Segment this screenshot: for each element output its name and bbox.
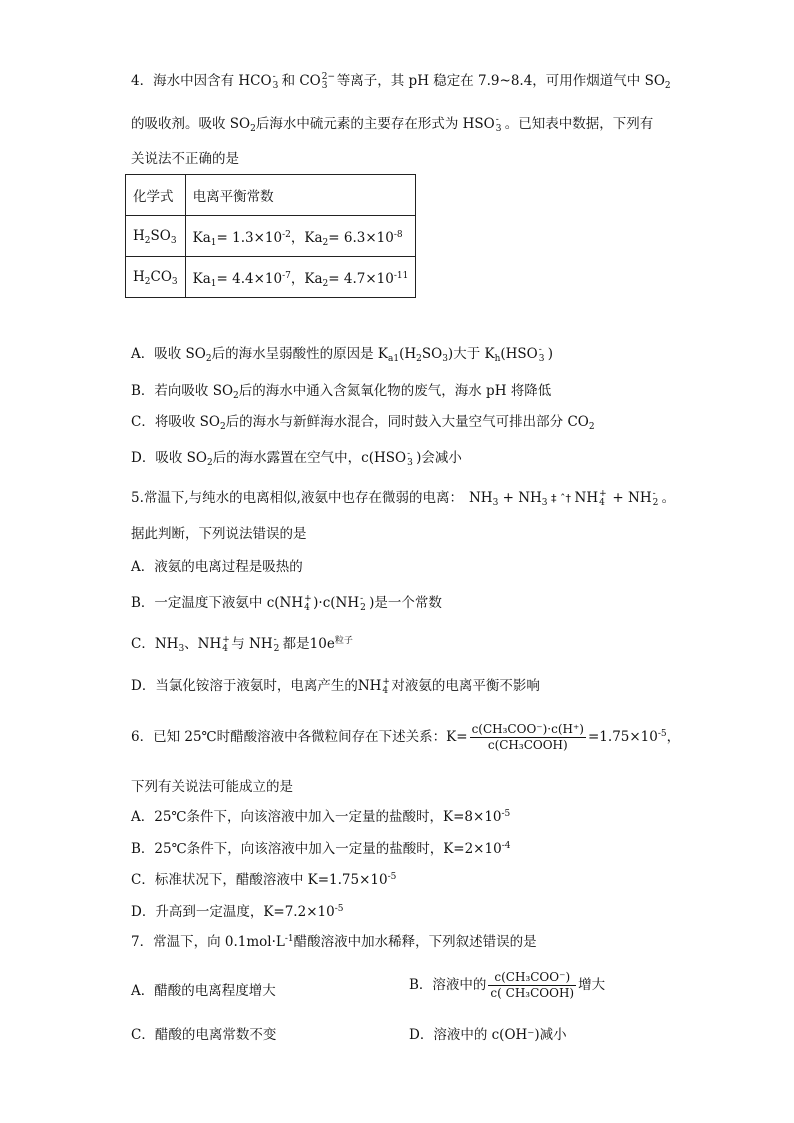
hso3-charge: - 3: [495, 114, 502, 134]
q4-option-c: C．将吸收 $SO_2$后的海水与新鲜海水混合，同时鼓入大量空气可排出部分 $CO_2$: [131, 414, 595, 432]
ionization-constant-table: [125, 174, 416, 298]
q7-option-a: A．醋酸的电离程度增大: [131, 983, 276, 999]
q7-option-c: C．醋酸的电离常数不变: [131, 1027, 277, 1043]
q5-option-d: D．当氯化铵溶于液氨时，电离产生的NH + 4 对液氨的电离平衡不影响: [131, 676, 540, 696]
q6-option-a: A．25℃条件下，向该溶液中加入一定量的盐酸时，$K=8\times 10^{-5}$: [131, 809, 511, 825]
ratio-fraction: $\frac{\text{c(CH₃COO⁻)}}{\text{c( CH₃COOH)}}$: [490, 970, 575, 1000]
q5-option-b: B．一定温度下液氨中 c(NH + 4 )·c(NH - 2 )是一个常数: [131, 593, 442, 613]
q5-line1: 5.常温下,与纯水的电离相似,液氨中也存在微弱的电离： $NH_3 + NH_3$ ‡ ˆ† NH + 4 + NH - 2 。: [131, 488, 676, 508]
table-header-constant: 电离平衡常数: [185, 175, 416, 216]
q7-option-d: D．溶液中的 c(OH⁻)减小: [409, 1027, 567, 1043]
q5-option-c: C．$NH_3$、NH + 4 与 NH - 2 都是$10e^{粒子}$: [131, 634, 353, 654]
hco3-charge: - 3: [272, 71, 279, 91]
table-cell-formula: $H_2SO_3$: [126, 216, 186, 257]
q5-line2: 据此判断，下列说法错误的是: [131, 526, 307, 542]
table-cell-constant: $Ka_1= 4.4\times 10^{-7}$，$Ka_2= 4.7\times 10^{-11}$: [185, 257, 416, 298]
q7-line1: 7．常温下，向 $0.1mol\cdot L^{-1}$醋酸溶液中加水稀释，下列叙述错误的是: [131, 934, 537, 950]
co3-charge: 2− 3: [321, 71, 336, 91]
q4-line1: [131, 72, 671, 91]
q5-option-a: A．液氨的电离过程是吸热的: [131, 559, 303, 575]
q4-text: 。已知表中数据，下列有: [504, 116, 654, 132]
q4-text: 等离子，其 pH 稳定在 7.9~8.4，可用作烟道气中 SO: [336, 73, 665, 89]
q4-text: 的吸收剂。吸收 SO: [131, 116, 251, 132]
table-row: [126, 216, 416, 257]
subscript: 2: [250, 124, 256, 134]
q6-option-d: D．升高到一定温度，$K=7.2\times 10^{-5}$: [131, 904, 344, 920]
q6-option-b: B．25℃条件下，向该溶液中加入一定量的盐酸时，$K=2\times 10^{-4}$: [131, 841, 511, 857]
table-cell-constant: $Ka_1= 1.3\times 10^{-2}$，$Ka_2= 6.3\times 10^{-8}$: [185, 216, 416, 257]
table-cell-formula: $H_2CO_3$: [126, 257, 186, 298]
subscript: 2: [664, 81, 671, 91]
q4-text: 后海水中硫元素的主要存在形式为 HSO: [255, 116, 495, 132]
q6-option-c: C．标准状况下，醋酸溶液中 $K=1.75\times 10^{-5}$: [131, 872, 397, 888]
q4-text: 和 CO: [281, 73, 321, 89]
q4-line2: [131, 115, 653, 134]
q4-option-a: A．吸收 $SO_2$后的海水呈弱酸性的原因是 $K_{a1}(H_2SO_3)$大于 $K_h(HSO$ - 3 ): [131, 344, 554, 364]
q7-option-b: B．溶液中的 $\frac{\text{c(CH₃COO⁻)}}{\text{c( CH₃COOH)}}$ 增大: [409, 970, 606, 1000]
q4-option-d: D．吸收 $SO_2$后的海水露置在空气中，c(HSO - 3 )会减小: [131, 448, 462, 468]
equilibrium-fraction: $\frac{\text{c(CH₃COO⁻)·c(H⁺)}}{\text{c(CH₃COOH)}}$: [471, 722, 584, 752]
q4-text: 4．海水中因含有 HCO: [131, 73, 272, 89]
table-header-row: [126, 175, 416, 216]
table-row: [126, 257, 416, 298]
q4-option-b: B．若向吸收 $SO_2$后的海水中通入含氮氧化物的废气，海水 pH 将降低: [131, 383, 552, 401]
q6-line2: 下列有关说法可能成立的是: [131, 779, 293, 795]
q4-line3: 关说法不正确的是: [131, 151, 239, 167]
table-header-formula: 化学式: [126, 175, 186, 216]
q6-line1: 6．已知 25℃时醋酸溶液中各微粒间存在下述关系：K= $\frac{\text{c(CH₃COO⁻)·c(H⁺)}}{\text{c(CH₃COOH)}}$ $=1.75\times 10^{-5}$，: [131, 722, 681, 752]
